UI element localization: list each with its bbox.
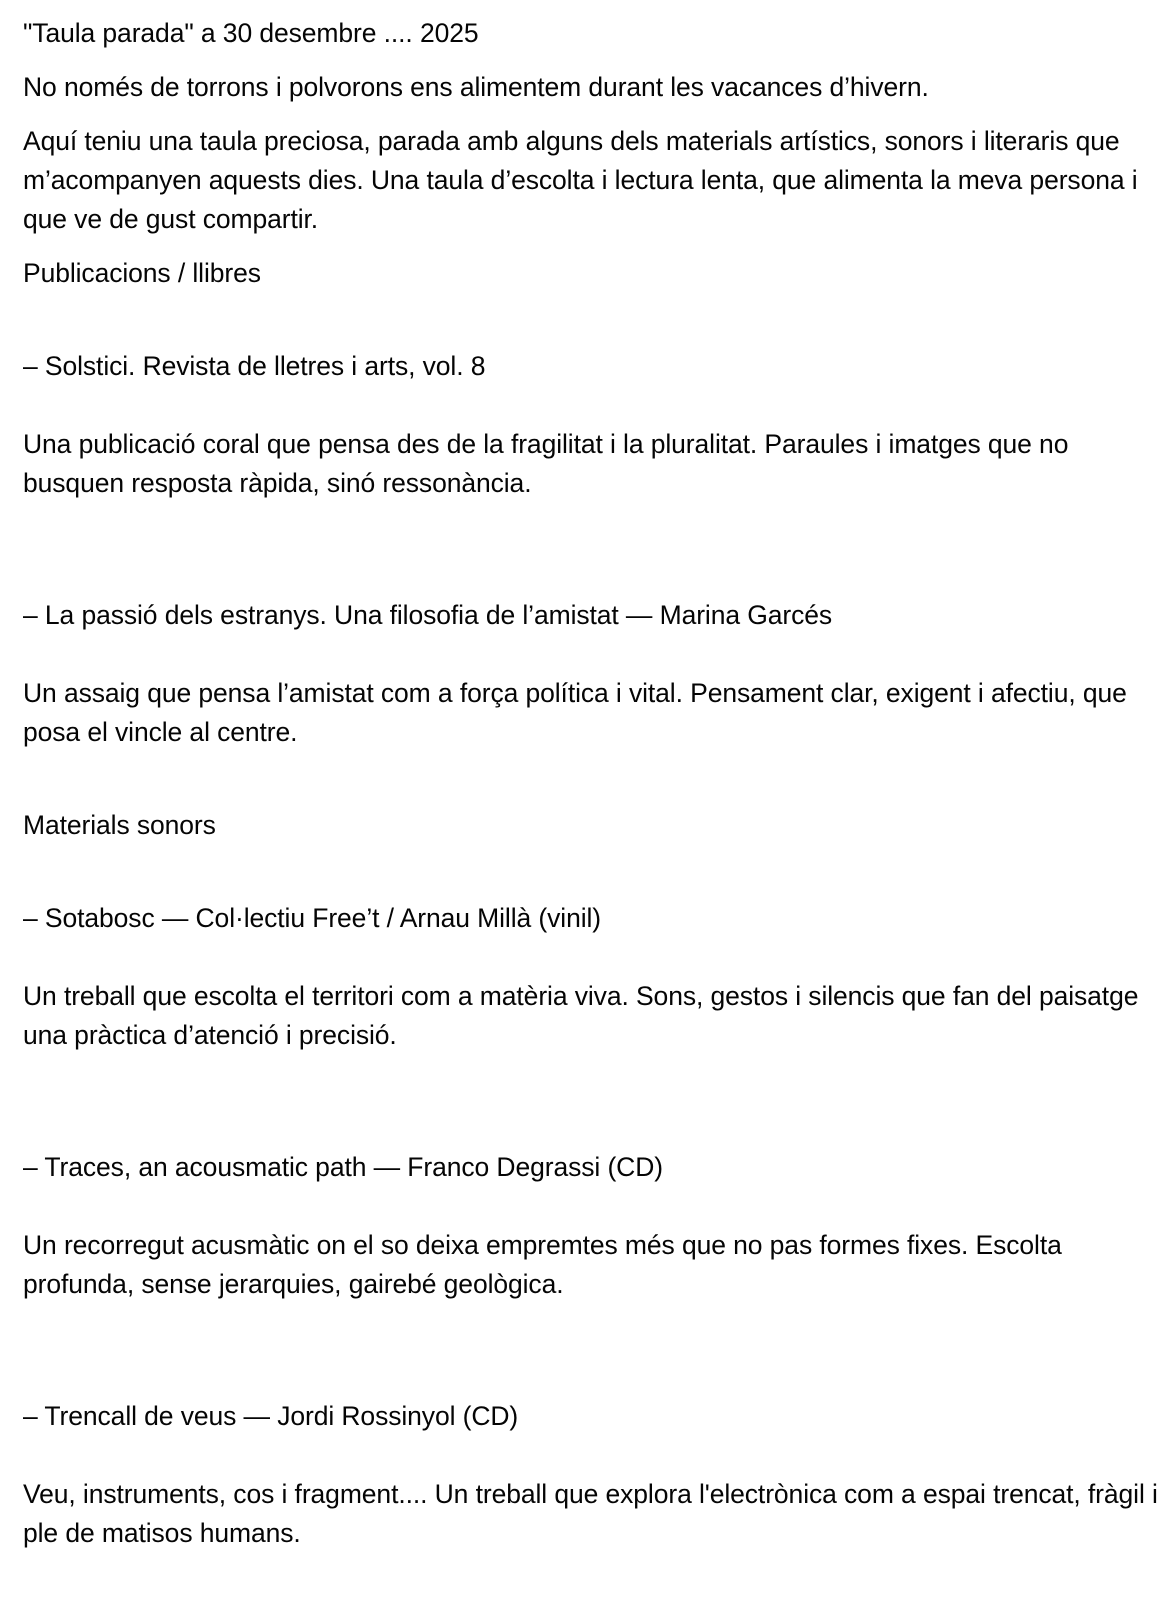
sound-title: – Trencall de veus — Jordi Rossinyol (CD)	[23, 1401, 519, 1431]
book-entry	[23, 308, 1163, 542]
sound-entry	[23, 860, 1163, 1094]
book-description: Un assaig que pensa l’amistat com a força política i vital. Pensament clar, exigent i afectiu, que posa el vincle al centre.	[23, 678, 1127, 747]
post-body	[23, 14, 1163, 1607]
sound-entry	[23, 1109, 1163, 1343]
post-title: "Taula parada" a 30 desembre .... 2025	[23, 18, 479, 48]
book-entry	[23, 557, 1163, 791]
sound-description: Veu, instruments, cos i fragment.... Un treball que explora l'electrònica com a espai trencat, fràgil i ple de matisos humans.	[23, 1479, 1158, 1548]
sound-description: Un treball que escolta el territori com a matèria viva. Sons, gestos i silencis que fan del paisatge una pràctica d’atenció i precisió.	[23, 981, 1139, 1050]
book-title: – Solstici. Revista de lletres i arts, vol. 8	[23, 351, 486, 381]
sound-entry	[23, 1358, 1163, 1592]
sound-description: Un recorregut acusmàtic on el so deixa empremtes més que no pas formes fixes. Escolta profunda, sense jerarquies, gairebé geològica.	[23, 1230, 1062, 1299]
post-intro: No només de torrons i polvorons ens alimentem durant les vacances d’hivern.	[23, 72, 929, 102]
post-description: Aquí teniu una taula preciosa, parada amb alguns dels materials artístics, sonors i literaris que m’acompanyen aquests dies. Una taula d’escolta i lectura lenta, que alimenta la meva persona i que ve de gust compartir.	[23, 126, 1138, 234]
section-heading-books: Publicacions / llibres	[23, 258, 261, 288]
sound-title: – Sotabosc — Col·lectiu Free’t / Arnau Millà (vinil)	[23, 903, 602, 933]
sound-title: – Traces, an acousmatic path — Franco Degrassi (CD)	[23, 1152, 663, 1182]
section-heading-sound: Materials sonors	[23, 810, 216, 840]
book-description: Una publicació coral que pensa des de la fragilitat i la pluralitat. Paraules i imatges que no busquen resposta ràpida, sinó ressonància.	[23, 429, 1069, 498]
book-title: – La passió dels estranys. Una filosofia de l’amistat — Marina Garcés	[23, 600, 833, 630]
